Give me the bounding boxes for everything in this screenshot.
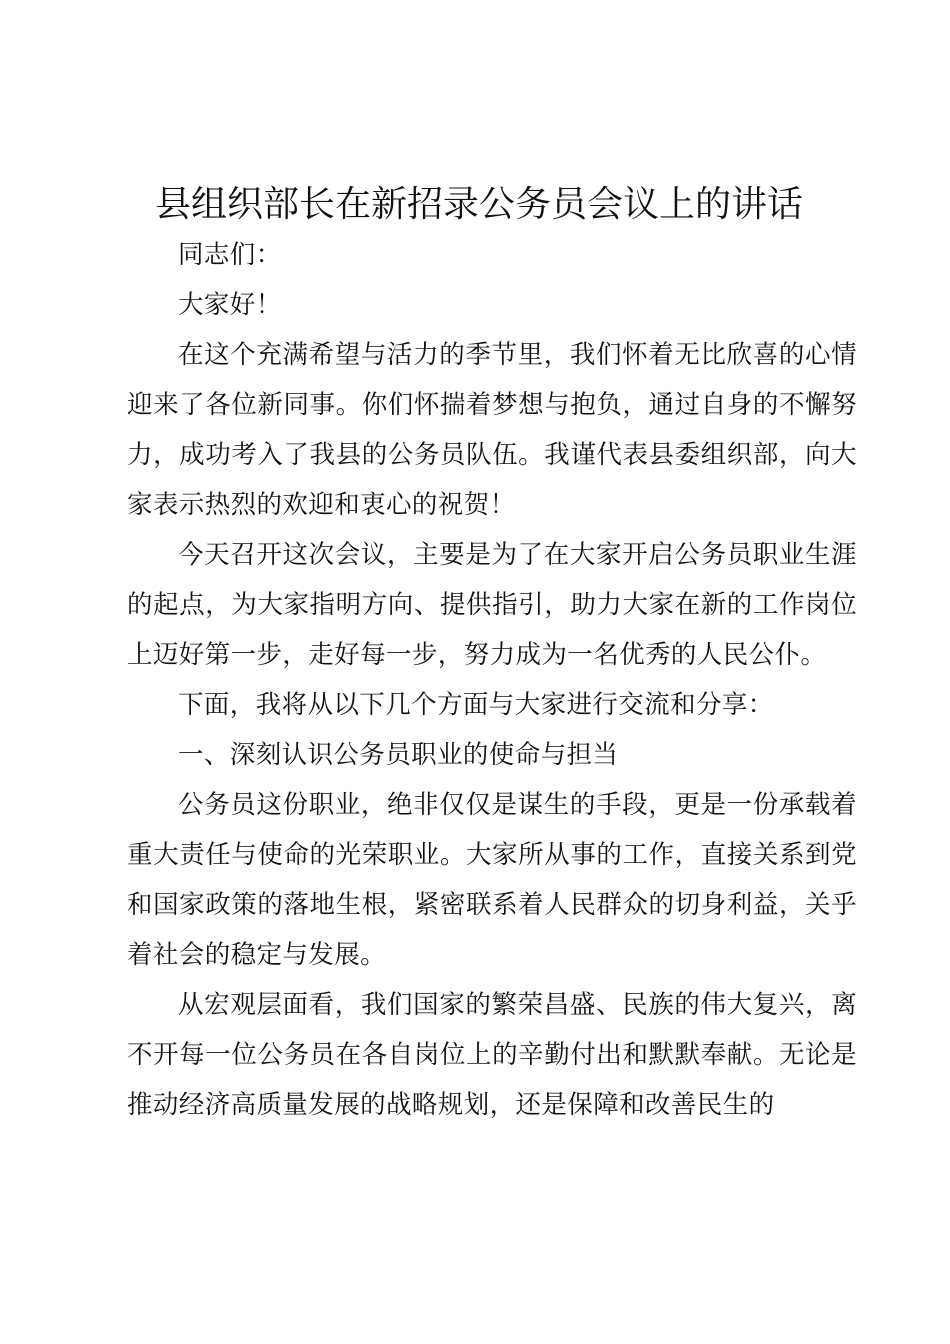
- document-title: 县组织部长在新招录公务员会议上的讲话: [154, 184, 803, 225]
- salutation: 同志们：: [178, 240, 282, 270]
- paragraph-macro: 从宏观层面看，我们国家的繁荣昌盛、民族的伟大复兴，离不开每一位公务员在各自岗位上的辛勤付出和默默奉献。无论是推动经济高质量发展的战略规划，还是保障和改善民生的: [127, 990, 857, 1120]
- paragraph-mission: 公务员这份职业，绝非仅仅是谋生的手段，更是一份承载着重大责任与使命的光荣职业。大家所从事的工作，直接关系到党和国家政策的落地生根，紧密联系着人民群众的切身利益，关乎着社会的稳定与发展。: [127, 790, 857, 970]
- section-heading-1: 一、深刻认识公务员职业的使命与担当: [178, 740, 619, 770]
- document-body: [127, 230, 857, 1130]
- paragraph-welcome: 在这个充满希望与活力的季节里，我们怀着无比欣喜的心情迎来了各位新同事。你们怀揣着梦想与抱负，通过自身的不懈努力，成功考入了我县的公务员队伍。我谨代表县委组织部，向大家表示热烈的欢迎和衷心的祝贺！: [127, 340, 857, 520]
- greeting: 大家好！: [178, 290, 282, 320]
- paragraph-outline: 下面，我将从以下几个方面与大家进行交流和分享：: [178, 690, 774, 720]
- paragraph-purpose: 今天召开这次会议，主要是为了在大家开启公务员职业生涯的起点，为大家指明方向、提供指引，助力大家在新的工作岗位上迈好第一步，走好每一步，努力成为一名优秀的人民公仆。: [127, 540, 857, 670]
